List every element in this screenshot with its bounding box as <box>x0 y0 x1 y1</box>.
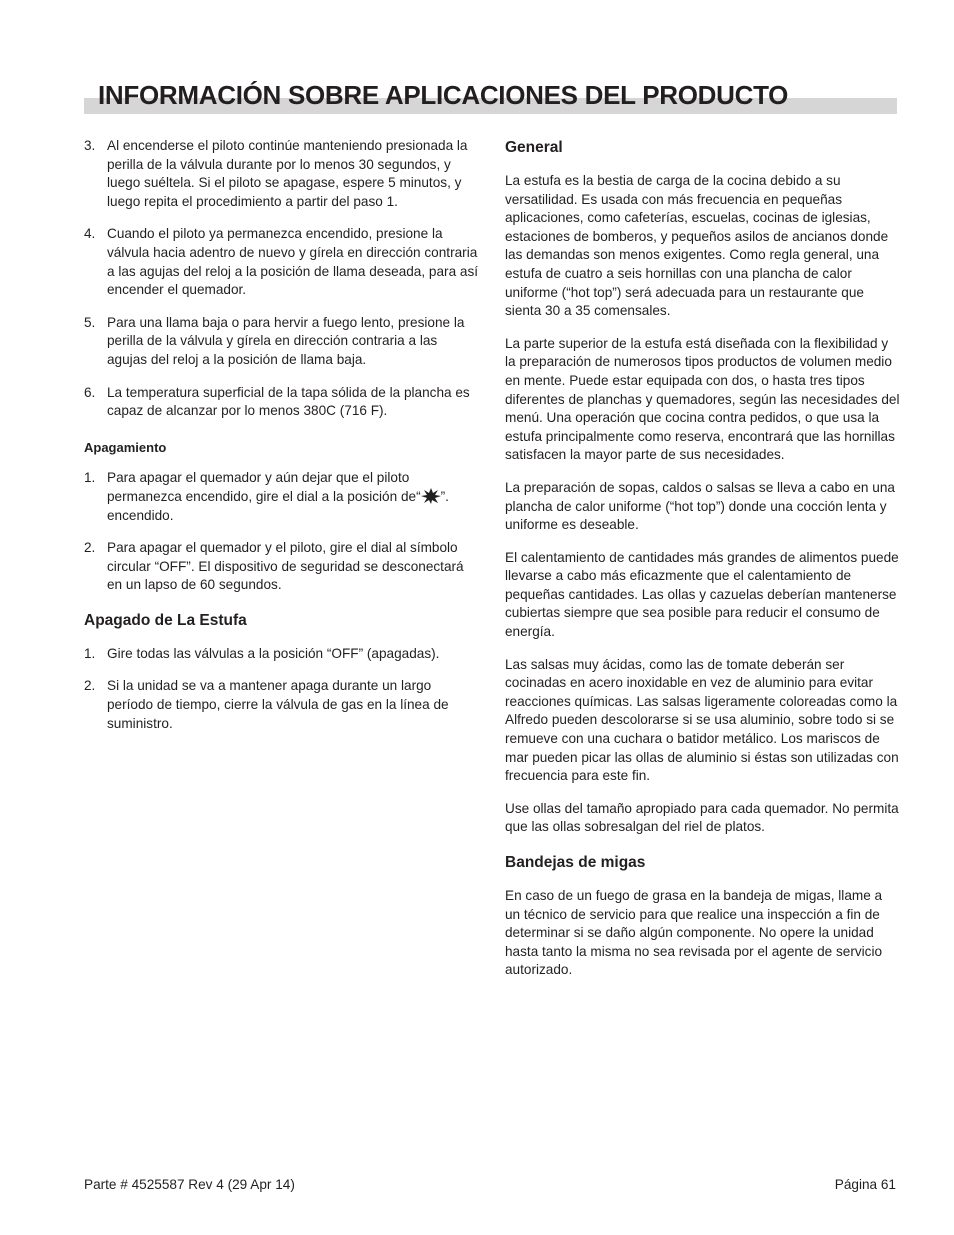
general-paragraph: Las salsas muy ácidas, como las de tomate deberán ser cocinadas en acero inoxidable en vez de aluminio para evitar reacciones químicas. Las salsas ligeramente coloreadas como la Alfredo pueden descolorarse si se usa aluminio, sobre todo si se remueve con una cuchara o batidor metálico. Los mariscos de mar pueden picar las ollas de aluminio si éstas son utilizadas con frecuencia para este fin. <box>505 656 899 784</box>
step-text: Al encenderse el piloto continúe manteniendo presionada la perilla de la válvula durante por lo menos 30 segundos, y luego suéltela. Si el piloto se apagase, espere 5 minutos, y luego repita el procedimiento a partir del paso 1. <box>107 138 468 209</box>
step-5 <box>84 314 479 370</box>
general-paragraph: La estufa es la bestia de carga de la cocina debido a su versatilidad. Es usada con más frecuencia en pequeñas aplicaciones, como cafeterías, escuelas, cocinas de iglesias, estaciones de bomberos, y pequeños asilos de ancianos donde las demandas son menos exigentes. Como regla general, una estufa de cuatro a seis hornillas con una plancha de calor uniforme (“hot top”) será adecuada para un restaurante que sienta 30 a 35 comensales. <box>505 173 889 319</box>
apagamiento-item-1 <box>84 469 479 525</box>
step-3 <box>84 137 479 211</box>
item-number: 2. <box>84 678 96 694</box>
general-paragraph: El calentamiento de cantidades más grandes de alimentos puede llevarse a cabo más eficazmente que el calentamiento de pequeñas cantidades. Las ollas y cazuelas deberían mantenerse cubiertas siempre que sea posible para reducir el consumo de energía. <box>505 549 899 640</box>
apagado-item-2 <box>84 677 479 733</box>
footer-page-number: Página 61 <box>834 1177 896 1192</box>
general-paragraph: La preparación de sopas, caldos o salsas se lleva a cabo en una plancha de calor uniforme (“hot top”) donde una cocción lenta y uniforme es deseable. <box>505 479 895 533</box>
bandejas-paragraph: En caso de un fuego de grasa en la bandeja de migas, llame a un técnico de servicio para que realice una inspección a fin de determinar si se daño algún componente. No opere la unidad hasta tanto la misma no sea revisada por el agente de servicio autorizado. <box>505 888 883 978</box>
item-number: 1. <box>84 470 96 486</box>
apagamiento-item-2 <box>84 539 479 595</box>
left-column <box>84 137 479 747</box>
item-text: Gire todas las válvulas a la posición “OFF” (apagadas). <box>107 645 440 661</box>
apagado-heading: Apagado de La Estufa <box>84 611 247 629</box>
step-text: Cuando el piloto ya permanezca encendido, presione la válvula hacia adentro de nuevo y gírela en dirección contraria a las agujas del reloj a la posición de llama deseada, para así encender el quemador. <box>107 226 479 298</box>
apagamiento-heading: Apagamiento <box>84 439 167 455</box>
item-text: Para apagar el quemador y el piloto, gire el dial al símbolo circular “OFF”. El dispositivo de seguridad se desconectará en un lapso de 60 segundos. <box>107 540 464 593</box>
step-6 <box>84 384 479 421</box>
item-number: 2. <box>84 540 96 556</box>
general-heading: General <box>505 139 563 156</box>
step-text: Para una llama baja o para hervir a fuego lento, presione la perilla de la válvula y gírela en dirección contraria a las agujas del reloj a la posición de llama baja. <box>107 314 465 367</box>
right-column <box>505 138 900 994</box>
item-text: Si la unidad se va a mantener apaga durante un largo período de tiempo, cierre la válvula de gas en la línea de suministro. <box>107 678 449 731</box>
item-text-before: Para apagar el quemador y aún dejar que el piloto permanezca encendido, gire el dial a la posición de“ <box>107 470 421 504</box>
apagado-item-1 <box>84 645 479 664</box>
item-text-after: ”. encendido. <box>107 488 449 523</box>
step-number: 4. <box>84 226 96 242</box>
step-number: 6. <box>84 384 96 400</box>
step-number: 3. <box>84 138 96 153</box>
footer-part-number: Parte # 4525587 Rev 4 (29 Apr 14) <box>84 1177 295 1192</box>
ignition-burst-icon <box>421 488 441 504</box>
bandejas-heading: Bandejas de migas <box>505 854 646 871</box>
step-number: 5. <box>84 314 96 330</box>
step-text: La temperatura superficial de la tapa sólida de la plancha es capaz de alcanzar por lo menos 380C (716 F). <box>107 384 470 419</box>
step-4 <box>84 225 479 299</box>
general-paragraph: Use ollas del tamaño apropiado para cada quemador. No permita que las ollas sobresalgan del riel de platos. <box>505 800 899 835</box>
page-title: INFORMACIÓN SOBRE APLICACIONES DEL PRODUCTO <box>98 80 789 110</box>
item-number: 1. <box>84 645 96 661</box>
general-paragraph: La parte superior de la estufa está diseñada con la flexibilidad y la preparación de numerosos tipos productos de volumen medio en mente. Puede estar equipada con dos, o hasta tres tipos diferentes de planchas y quemadores, según las necesidades del menú. Una operación que cocina contra pedidos, o que usa la estufa principalmente como reserva, encontrará que las hornillas satisfacen la mayor parte de sus necesidades. <box>505 335 900 463</box>
